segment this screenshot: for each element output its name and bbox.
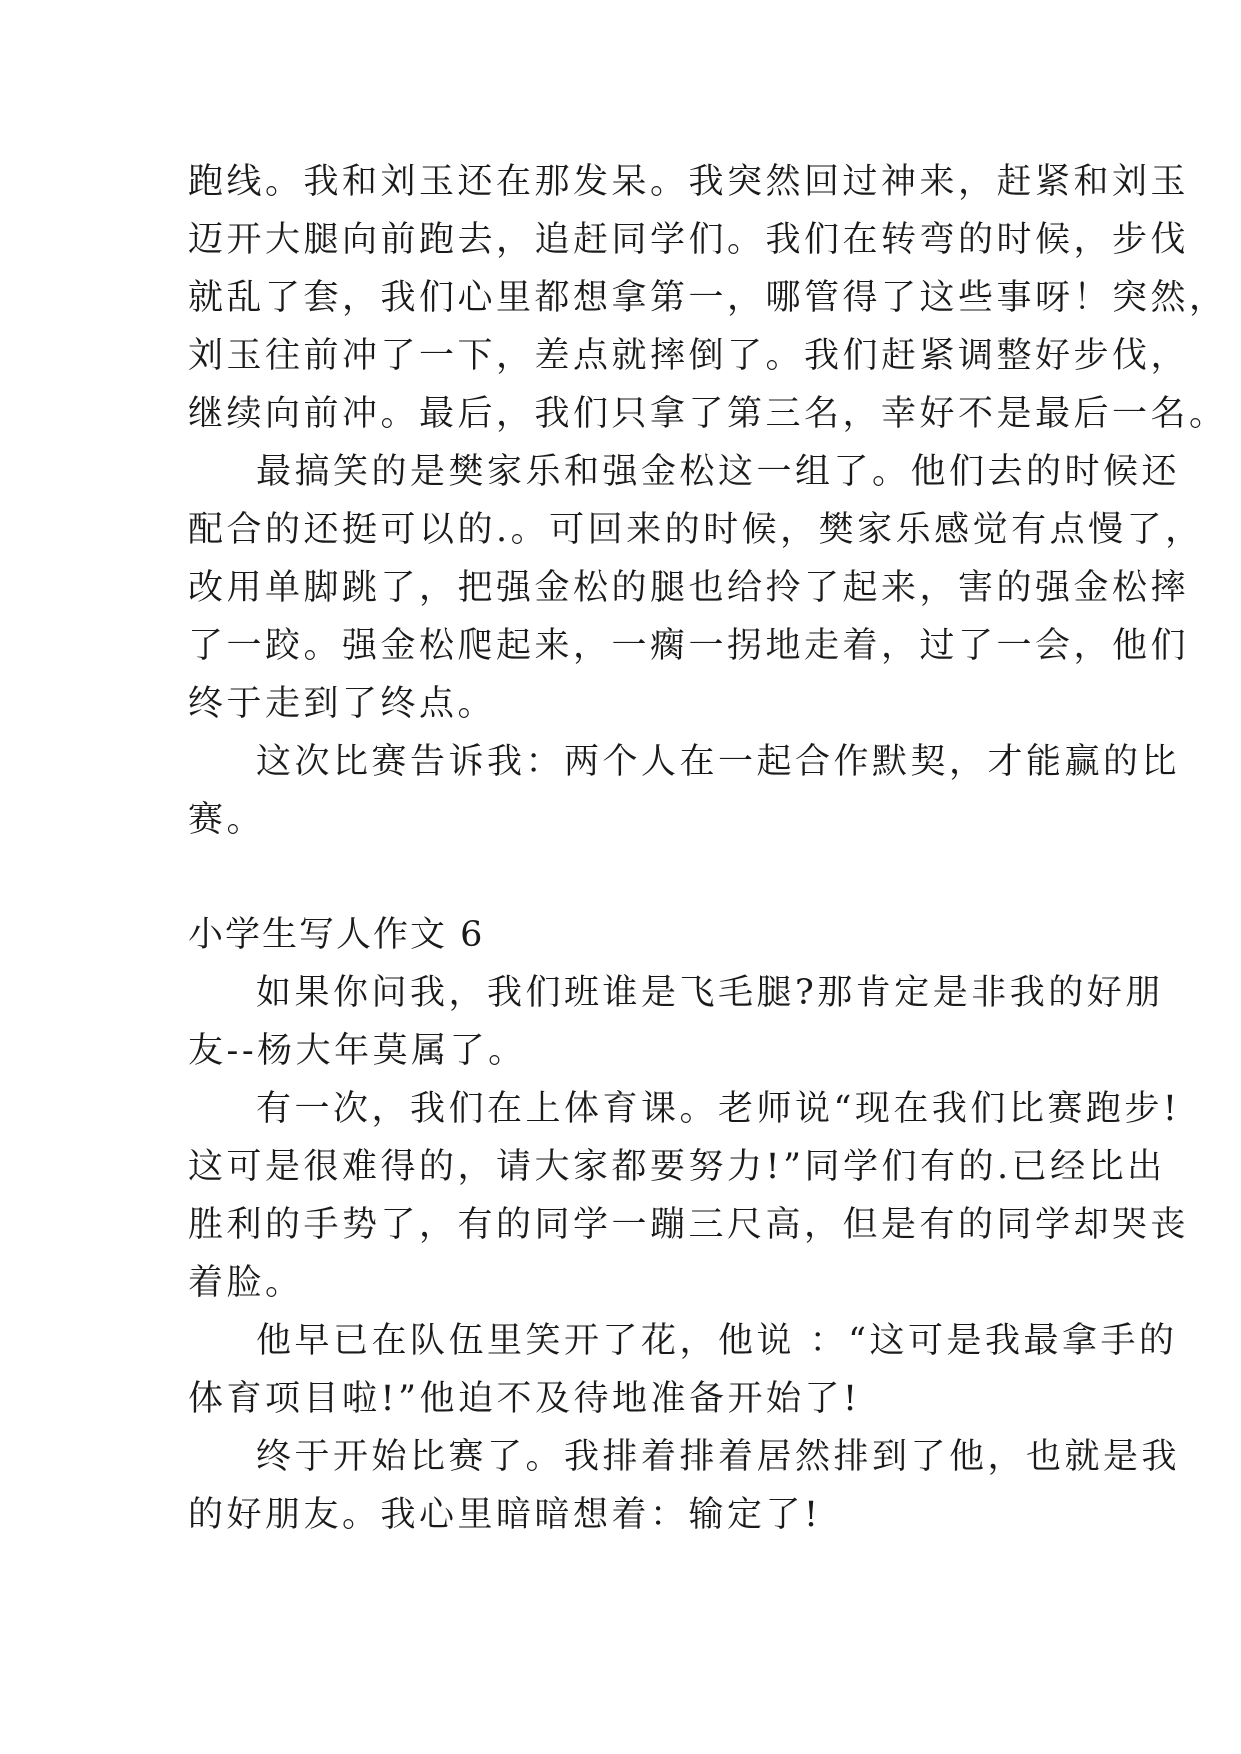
text-line: 就乱了套，我们心里都想拿第一，哪管得了这些事呀！突然， — [188, 278, 1228, 318]
paragraph-start-line: 这次比赛告诉我：两个人在一起合作默契，才能赢的比 — [256, 742, 1181, 782]
text-line: 这可是很难得的，请大家都要努力!”同学们有的.已经比出 — [188, 1147, 1166, 1187]
text-line: 胜利的手势了，有的同学一蹦三尺高，但是有的同学却哭丧 — [188, 1205, 1190, 1245]
text-line: 的好朋友。我心里暗暗想着：输定了! — [188, 1495, 822, 1535]
text-line: 跑线。我和刘玉还在那发呆。我突然回过神来，赶紧和刘玉 — [188, 162, 1190, 202]
text-line: 了一跤。强金松爬起来，一瘸一拐地走着，过了一会，他们 — [188, 626, 1190, 666]
text-line: 赛。 — [188, 800, 266, 840]
section-heading: 小学生写人作文 6 — [188, 915, 485, 955]
text-line: 终于走到了终点。 — [188, 684, 497, 724]
paragraph-start-line: 他早已在队伍里笑开了花，他说 ：“这可是我最拿手的 — [256, 1321, 1178, 1361]
text-line: 着脸。 — [188, 1263, 304, 1303]
paragraph-start-line: 最搞笑的是樊家乐和强金松这一组了。他们去的时候还 — [256, 452, 1181, 492]
text-line: 刘玉往前冲了一下，差点就摔倒了。我们赶紧调整好步伐， — [188, 336, 1190, 376]
paragraph-start-line: 终于开始比赛了。我排着排着居然排到了他，也就是我 — [256, 1437, 1181, 1477]
paragraph-start-line: 有一次，我们在上体育课。老师说“现在我们比赛跑步! — [256, 1089, 1181, 1129]
paragraph-start-line: 如果你问我，我们班谁是飞毛腿?那肯定是非我的好朋 — [256, 973, 1164, 1013]
text-line: 友--杨大年莫属了。 — [188, 1031, 527, 1071]
text-line: 体育项目啦!”他迫不及待地准备开始了! — [188, 1379, 861, 1419]
text-line: 改用单脚跳了，把强金松的腿也给拎了起来，害的强金松摔 — [188, 568, 1190, 608]
text-line: 迈开大腿向前跑去，追赶同学们。我们在转弯的时候，步伐 — [188, 220, 1190, 260]
text-line: 配合的还挺可以的.。可回来的时候，樊家乐感觉有点慢了， — [188, 510, 1204, 550]
text-line: 继续向前冲。最后，我们只拿了第三名，幸好不是最后一名。 — [188, 394, 1228, 434]
